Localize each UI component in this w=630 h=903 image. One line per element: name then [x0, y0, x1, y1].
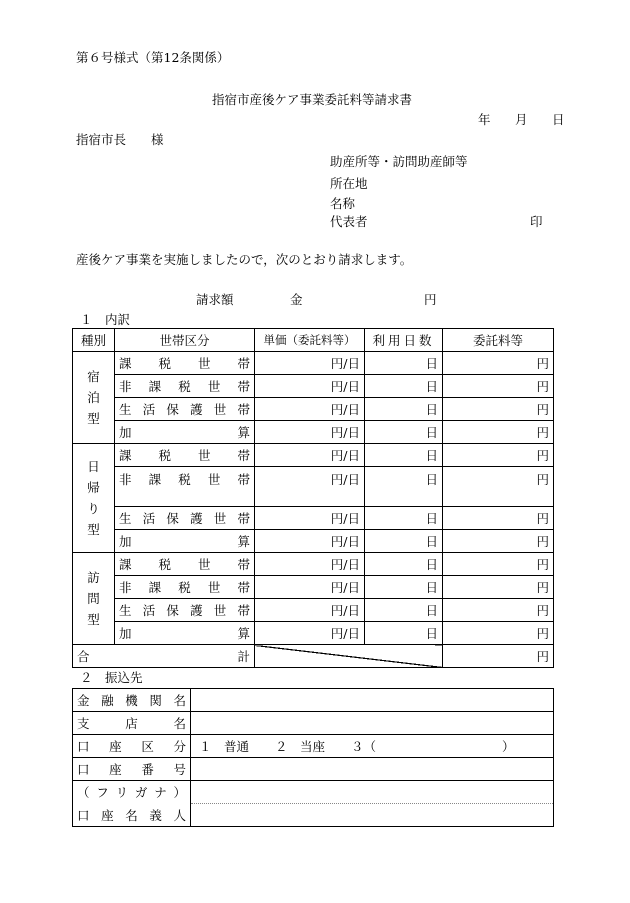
header-type: 種別 — [73, 329, 115, 352]
section2-title: ２ 振込先 — [80, 670, 143, 685]
type-cell-stay: 宿 泊 型 — [73, 352, 115, 444]
header-days: 利用日数 — [365, 329, 443, 352]
branch-field[interactable] — [191, 712, 554, 735]
household-cell: 生 活 保 護 世 帯 — [115, 398, 255, 421]
table-row — [73, 735, 554, 758]
furigana-field[interactable] — [191, 781, 554, 804]
table-row — [73, 530, 554, 553]
unit-price-cell[interactable]: 円/日 — [255, 553, 365, 576]
unit-price-cell[interactable]: 円/日 — [255, 576, 365, 599]
unit-price-cell[interactable]: 円/日 — [255, 444, 365, 467]
unit-price-cell[interactable]: 円/日 — [255, 467, 365, 507]
type-cell-visit: 訪 問 型 — [73, 553, 115, 645]
fee-cell[interactable]: 円 — [443, 444, 554, 467]
transfer-table — [72, 688, 554, 827]
table-row — [73, 421, 554, 444]
fee-cell[interactable]: 円 — [443, 467, 554, 507]
account-type-other[interactable]: ３（ — [351, 739, 377, 754]
table-row — [73, 352, 554, 375]
unit-price-cell[interactable]: 円/日 — [255, 622, 365, 645]
account-type-current[interactable]: ２ 当座 — [275, 739, 326, 754]
document-title: 指宿市産後ケア事業委託料等請求書 — [212, 92, 413, 107]
fee-cell[interactable]: 円 — [443, 398, 554, 421]
table-row — [73, 622, 554, 645]
household-cell: 課 税 世 帯 — [115, 444, 255, 467]
household-cell: 加 算 — [115, 530, 255, 553]
date-field: 年 月 日 — [478, 112, 571, 127]
total-fee-cell[interactable]: 円 — [443, 645, 554, 668]
bank-name-field[interactable] — [191, 689, 554, 712]
unit-price-cell[interactable]: 円/日 — [255, 507, 365, 530]
table-row — [73, 398, 554, 421]
header-unit-price: 単価（委託料等） — [255, 329, 365, 352]
unit-price-cell[interactable]: 円/日 — [255, 599, 365, 622]
table-row — [73, 467, 554, 507]
days-cell[interactable]: 日 — [365, 576, 443, 599]
addressee: 指宿市長 様 — [76, 132, 164, 147]
applicant-line-1: 助産所等・訪問助産師等 — [330, 154, 468, 169]
branch-label: 支 店 名 — [73, 712, 191, 735]
household-cell: 非 課 税 世 帯 — [115, 467, 255, 507]
table-row — [73, 599, 554, 622]
household-cell: 生 活 保 護 世 帯 — [115, 599, 255, 622]
account-holder-label: 口 座 名 義 人 — [73, 804, 191, 827]
unit-price-cell[interactable]: 円/日 — [255, 421, 365, 444]
fee-cell[interactable]: 円 — [443, 530, 554, 553]
section1-title: １ 内訳 — [80, 312, 131, 327]
fee-cell[interactable]: 円 — [443, 576, 554, 599]
unit-price-cell[interactable]: 円/日 — [255, 398, 365, 421]
table-row — [73, 781, 554, 804]
total-diagonal-cell — [255, 645, 443, 668]
amount-yen: 円 — [424, 292, 437, 307]
unit-price-cell[interactable]: 円/日 — [255, 352, 365, 375]
days-cell[interactable]: 日 — [365, 352, 443, 375]
table-row — [73, 375, 554, 398]
account-type-ordinary[interactable]: １ 普通 — [199, 739, 250, 754]
fee-cell[interactable]: 円 — [443, 599, 554, 622]
header-fee: 委託料等 — [443, 329, 554, 352]
household-cell: 加 算 — [115, 421, 255, 444]
account-number-label: 口 座 番 号 — [73, 758, 191, 781]
furigana-label: （ フ リ ガ ナ ） — [73, 781, 191, 804]
days-cell[interactable]: 日 — [365, 553, 443, 576]
form-number: 第６号様式（第12条関係） — [76, 50, 230, 65]
household-cell: 非 課 税 世 帯 — [115, 576, 255, 599]
household-cell: 非 課 税 世 帯 — [115, 375, 255, 398]
applicant-line-4: 代表者 — [330, 214, 368, 229]
unit-price-cell[interactable]: 円/日 — [255, 375, 365, 398]
table-row — [73, 712, 554, 735]
table-row — [73, 576, 554, 599]
total-row — [73, 645, 554, 668]
amount-label: 請求額 — [196, 292, 234, 307]
days-cell[interactable]: 日 — [365, 622, 443, 645]
seal-mark: 印 — [530, 214, 543, 229]
household-cell: 生 活 保 護 世 帯 — [115, 507, 255, 530]
table-row — [73, 444, 554, 467]
days-cell[interactable]: 日 — [365, 398, 443, 421]
days-cell[interactable]: 日 — [365, 467, 443, 507]
days-cell[interactable]: 日 — [365, 507, 443, 530]
days-cell[interactable]: 日 — [365, 375, 443, 398]
table-row — [73, 507, 554, 530]
household-cell: 加 算 — [115, 622, 255, 645]
fee-cell[interactable]: 円 — [443, 352, 554, 375]
household-cell: 課 税 世 帯 — [115, 553, 255, 576]
days-cell[interactable]: 日 — [365, 444, 443, 467]
table-row — [73, 758, 554, 781]
fee-cell[interactable]: 円 — [443, 622, 554, 645]
applicant-line-2: 所在地 — [330, 176, 368, 191]
account-type-label: 口 座 区 分 — [73, 735, 191, 758]
fee-cell[interactable]: 円 — [443, 421, 554, 444]
breakdown-table — [72, 328, 554, 668]
total-label: 合 計 — [73, 645, 255, 668]
account-holder-field[interactable] — [191, 804, 554, 827]
fee-cell[interactable]: 円 — [443, 507, 554, 530]
table-row — [73, 689, 554, 712]
table-header-row — [73, 329, 554, 352]
unit-price-cell[interactable]: 円/日 — [255, 530, 365, 553]
table-row — [73, 553, 554, 576]
account-type-other-close: ） — [502, 739, 515, 754]
amount-kin: 金 — [290, 292, 303, 307]
days-cell[interactable]: 日 — [365, 421, 443, 444]
fee-cell[interactable]: 円 — [443, 375, 554, 398]
household-cell: 課 税 世 帯 — [115, 352, 255, 375]
type-cell-daytrip: 日 帰 り 型 — [73, 444, 115, 553]
account-number-field[interactable] — [191, 758, 554, 781]
statement-text: 産後ケア事業を実施しましたので，次のとおり請求します。 — [76, 252, 413, 267]
days-cell[interactable]: 日 — [365, 530, 443, 553]
table-row — [73, 804, 554, 827]
header-household: 世帯区分 — [115, 329, 255, 352]
applicant-line-3: 名称 — [330, 196, 356, 211]
days-cell[interactable]: 日 — [365, 599, 443, 622]
account-type-field[interactable] — [191, 735, 554, 758]
fee-cell[interactable]: 円 — [443, 553, 554, 576]
bank-name-label: 金 融 機 関 名 — [73, 689, 191, 712]
